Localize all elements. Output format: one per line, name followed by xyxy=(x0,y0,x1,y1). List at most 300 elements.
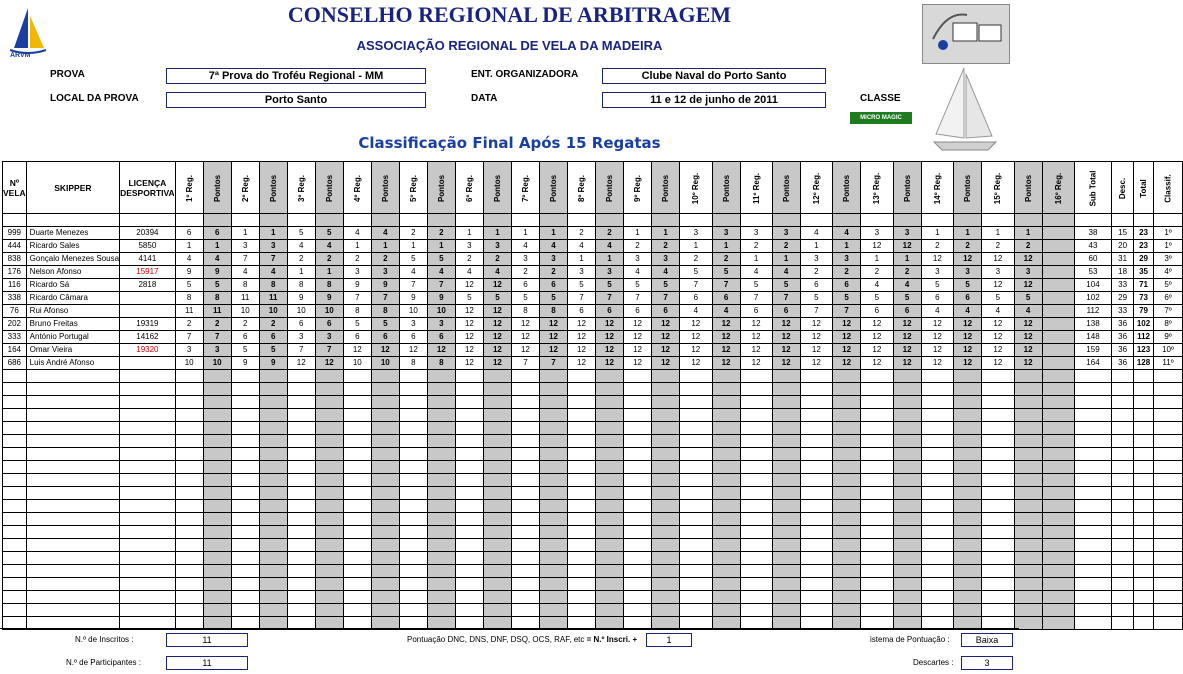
empty-cell xyxy=(120,500,176,513)
empty-cell xyxy=(175,513,203,526)
empty-cell xyxy=(954,552,982,565)
empty-cell xyxy=(399,500,427,513)
pontos-cell: 6 xyxy=(371,331,399,344)
col-header-pontos-4-text: Pontos xyxy=(380,174,390,202)
skipper-cell: Omar Vieira xyxy=(26,344,119,357)
vela-cell: 999 xyxy=(3,227,27,240)
total-cell: 128 xyxy=(1134,357,1154,370)
empty-cell xyxy=(483,422,511,435)
empty-cell xyxy=(712,435,740,448)
empty-cell xyxy=(1075,383,1112,396)
reg-cell: 12 xyxy=(921,357,953,370)
empty-cell xyxy=(287,578,315,591)
empty-cell xyxy=(511,487,539,500)
empty-cell xyxy=(427,604,455,617)
reg-cell: 5 xyxy=(982,292,1014,305)
vela-cell: 333 xyxy=(3,331,27,344)
reg-cell: 7 xyxy=(740,292,772,305)
pontos-cell: 5 xyxy=(652,279,680,292)
pontos-cell: 9 xyxy=(427,292,455,305)
empty-cell xyxy=(954,435,982,448)
reg-cell: 12 xyxy=(624,331,652,344)
empty-cell xyxy=(231,539,259,552)
empty-cell xyxy=(982,565,1014,578)
empty-cell xyxy=(287,422,315,435)
pontos-cell: 1 xyxy=(1014,227,1042,240)
empty-cell xyxy=(1075,409,1112,422)
empty-cell xyxy=(921,370,953,383)
empty-cell xyxy=(511,422,539,435)
reg-cell: 5 xyxy=(175,279,203,292)
reg-cell: 8 xyxy=(399,357,427,370)
col-header-reg-13-text: 13º Reg. xyxy=(872,172,882,204)
empty-cell xyxy=(539,474,567,487)
total-cell: 23 xyxy=(1134,227,1154,240)
empty-cell xyxy=(175,526,203,539)
subtotal-cell: 104 xyxy=(1075,279,1112,292)
empty-cell xyxy=(371,214,399,227)
empty-cell xyxy=(399,422,427,435)
ent-organizadora-field: Clube Naval do Porto Santo xyxy=(602,68,826,84)
empty-cell xyxy=(568,422,596,435)
empty-cell xyxy=(712,526,740,539)
reg-cell: 3 xyxy=(455,240,483,253)
col-header-total-text: Total xyxy=(1139,178,1149,198)
empty-cell xyxy=(680,513,712,526)
col-header-pontos-13-text: Pontos xyxy=(902,174,912,202)
empty-cell xyxy=(539,214,567,227)
empty-cell xyxy=(175,565,203,578)
reg-cell: 1 xyxy=(399,240,427,253)
reg-cell: 2 xyxy=(231,318,259,331)
empty-cell xyxy=(712,565,740,578)
empty-table-row xyxy=(3,578,1183,591)
empty-cell xyxy=(772,422,800,435)
empty-cell xyxy=(539,448,567,461)
empty-cell xyxy=(861,396,893,409)
empty-cell xyxy=(861,214,893,227)
empty-cell xyxy=(427,422,455,435)
empty-cell xyxy=(568,448,596,461)
empty-cell xyxy=(833,409,861,422)
empty-cell xyxy=(861,591,893,604)
empty-cell xyxy=(740,396,772,409)
reg16-cell xyxy=(1042,344,1074,357)
empty-cell xyxy=(175,474,203,487)
empty-cell xyxy=(1042,604,1074,617)
empty-table-row xyxy=(3,526,1183,539)
table-row xyxy=(3,305,1183,318)
empty-cell xyxy=(1153,539,1182,552)
empty-cell xyxy=(1134,617,1154,630)
empty-cell xyxy=(1111,409,1133,422)
pontos-cell: 3 xyxy=(652,253,680,266)
reg-cell: 4 xyxy=(680,305,712,318)
pontos-cell: 6 xyxy=(259,331,287,344)
pontos-cell: 5 xyxy=(259,344,287,357)
empty-cell xyxy=(595,565,623,578)
empty-cell xyxy=(652,396,680,409)
empty-cell xyxy=(343,370,371,383)
empty-cell xyxy=(483,396,511,409)
empty-cell xyxy=(595,396,623,409)
results-heading: Classificação Final Após 15 Regatas xyxy=(358,134,661,152)
reg-cell: 4 xyxy=(861,279,893,292)
empty-cell xyxy=(740,578,772,591)
empty-cell xyxy=(740,539,772,552)
pontos-cell: 3 xyxy=(427,318,455,331)
empty-table-row xyxy=(3,448,1183,461)
empty-cell xyxy=(259,578,287,591)
pontos-cell: 12 xyxy=(483,357,511,370)
empty-cell xyxy=(1075,422,1112,435)
pontos-cell: 12 xyxy=(712,318,740,331)
reg-cell: 3 xyxy=(680,227,712,240)
empty-cell xyxy=(1134,214,1154,227)
empty-cell xyxy=(568,526,596,539)
empty-cell xyxy=(1042,539,1074,552)
empty-cell xyxy=(921,448,953,461)
reg-cell: 2 xyxy=(624,240,652,253)
empty-cell xyxy=(3,552,27,565)
empty-cell xyxy=(833,604,861,617)
pontos-cell: 12 xyxy=(712,331,740,344)
participantes-field: 11 xyxy=(166,656,248,670)
reg-cell: 3 xyxy=(511,253,539,266)
reg16-cell xyxy=(1042,331,1074,344)
empty-cell xyxy=(1111,448,1133,461)
empty-cell xyxy=(3,435,27,448)
col-header-pontos-8-text: Pontos xyxy=(605,174,615,202)
reg-cell: 2 xyxy=(921,240,953,253)
col-header-pontos-6-text: Pontos xyxy=(492,174,502,202)
empty-cell xyxy=(511,448,539,461)
pontos-cell: 7 xyxy=(371,292,399,305)
col-header-vela xyxy=(3,162,27,214)
empty-table-row xyxy=(3,604,1183,617)
empty-cell xyxy=(315,591,343,604)
pontos-cell: 7 xyxy=(539,357,567,370)
empty-cell xyxy=(893,604,921,617)
empty-cell xyxy=(740,500,772,513)
pontos-cell: 1 xyxy=(371,240,399,253)
empty-cell xyxy=(624,591,652,604)
empty-cell xyxy=(26,461,119,474)
empty-cell xyxy=(315,409,343,422)
empty-cell xyxy=(680,578,712,591)
data-field: 11 e 12 de junho de 2011 xyxy=(602,92,826,108)
empty-cell xyxy=(982,448,1014,461)
reg-cell: 7 xyxy=(568,292,596,305)
empty-cell xyxy=(921,500,953,513)
pontos-cell: 7 xyxy=(595,292,623,305)
empty-cell xyxy=(1014,474,1042,487)
empty-cell xyxy=(203,448,231,461)
empty-table-row xyxy=(3,487,1183,500)
empty-cell xyxy=(772,383,800,396)
empty-table-row xyxy=(3,591,1183,604)
pontos-cell: 4 xyxy=(371,227,399,240)
empty-cell xyxy=(740,383,772,396)
pontos-cell: 1 xyxy=(833,240,861,253)
empty-cell xyxy=(26,370,119,383)
col-header-licenca xyxy=(120,162,176,214)
pontos-cell: 2 xyxy=(203,318,231,331)
empty-cell xyxy=(231,513,259,526)
empty-cell xyxy=(343,526,371,539)
empty-cell xyxy=(680,383,712,396)
col-header-pontos-2 xyxy=(259,162,287,214)
reg-cell: 1 xyxy=(982,227,1014,240)
pontos-cell: 8 xyxy=(539,305,567,318)
pontos-cell: 8 xyxy=(315,279,343,292)
empty-cell xyxy=(1075,526,1112,539)
empty-cell xyxy=(203,422,231,435)
empty-cell xyxy=(343,565,371,578)
empty-cell xyxy=(511,591,539,604)
empty-cell xyxy=(954,487,982,500)
reg-cell: 2 xyxy=(861,266,893,279)
empty-cell xyxy=(800,500,832,513)
empty-cell xyxy=(861,435,893,448)
empty-cell xyxy=(427,474,455,487)
empty-cell xyxy=(861,578,893,591)
empty-cell xyxy=(954,526,982,539)
empty-cell xyxy=(455,539,483,552)
subtotal-cell: 164 xyxy=(1075,357,1112,370)
empty-cell xyxy=(203,474,231,487)
col-header-reg-7-text: 7º Reg. xyxy=(520,174,530,202)
empty-cell xyxy=(568,409,596,422)
empty-cell xyxy=(712,448,740,461)
reg-cell: 12 xyxy=(861,344,893,357)
empty-cell xyxy=(921,539,953,552)
empty-cell xyxy=(568,539,596,552)
empty-cell xyxy=(624,370,652,383)
reg-cell: 3 xyxy=(399,318,427,331)
pontos-cell: 2 xyxy=(371,253,399,266)
empty-cell xyxy=(259,565,287,578)
empty-cell xyxy=(203,565,231,578)
empty-cell xyxy=(539,591,567,604)
empty-cell xyxy=(203,370,231,383)
empty-cell xyxy=(982,500,1014,513)
empty-cell xyxy=(772,487,800,500)
pontos-cell: 12 xyxy=(483,344,511,357)
empty-cell xyxy=(954,409,982,422)
empty-cell xyxy=(3,513,27,526)
empty-cell xyxy=(120,461,176,474)
empty-cell xyxy=(427,500,455,513)
classif-cell: 4º xyxy=(1153,266,1182,279)
empty-cell xyxy=(800,214,832,227)
empty-cell xyxy=(800,461,832,474)
empty-cell xyxy=(982,552,1014,565)
empty-cell xyxy=(1111,539,1133,552)
empty-cell xyxy=(259,487,287,500)
col-header-pontos-3-text: Pontos xyxy=(324,174,334,202)
reg-cell: 12 xyxy=(455,279,483,292)
empty-cell xyxy=(371,370,399,383)
col-header-skipper-text: SKIPPER xyxy=(54,182,92,193)
skipper-cell: Nelson Afonso xyxy=(26,266,119,279)
empty-cell xyxy=(315,461,343,474)
empty-cell xyxy=(26,474,119,487)
reg-cell: 10 xyxy=(175,357,203,370)
reg16-cell xyxy=(1042,240,1074,253)
empty-cell xyxy=(861,513,893,526)
empty-cell xyxy=(203,383,231,396)
empty-cell xyxy=(1134,461,1154,474)
empty-cell xyxy=(315,604,343,617)
desc-cell: 36 xyxy=(1111,344,1133,357)
empty-cell xyxy=(772,591,800,604)
total-cell: 112 xyxy=(1134,331,1154,344)
empty-cell xyxy=(712,604,740,617)
empty-cell xyxy=(1042,214,1074,227)
pontos-cell: 5 xyxy=(203,279,231,292)
reg-cell: 1 xyxy=(175,240,203,253)
reg-cell: 1 xyxy=(680,240,712,253)
reg-cell: 12 xyxy=(568,331,596,344)
empty-cell xyxy=(315,500,343,513)
empty-cell xyxy=(982,591,1014,604)
pontos-cell: 12 xyxy=(954,357,982,370)
empty-cell xyxy=(712,396,740,409)
empty-cell xyxy=(652,435,680,448)
table-body xyxy=(3,214,1183,630)
empty-cell xyxy=(455,526,483,539)
empty-cell xyxy=(680,409,712,422)
empty-cell xyxy=(595,214,623,227)
reg-cell: 3 xyxy=(175,344,203,357)
empty-cell xyxy=(287,591,315,604)
empty-cell xyxy=(455,435,483,448)
empty-table-row xyxy=(3,435,1183,448)
total-cell: 23 xyxy=(1134,240,1154,253)
empty-table-row xyxy=(3,409,1183,422)
empty-cell xyxy=(680,461,712,474)
empty-cell xyxy=(1111,435,1133,448)
empty-cell xyxy=(921,578,953,591)
empty-cell xyxy=(483,214,511,227)
total-cell: 79 xyxy=(1134,305,1154,318)
empty-cell xyxy=(315,474,343,487)
reg16-cell xyxy=(1042,292,1074,305)
empty-cell xyxy=(954,591,982,604)
pontos-cell: 3 xyxy=(203,344,231,357)
col-header-reg-9 xyxy=(624,162,652,214)
empty-cell xyxy=(1111,422,1133,435)
col-header-reg-16 xyxy=(1042,162,1074,214)
subtotal-cell: 43 xyxy=(1075,240,1112,253)
empty-cell xyxy=(595,461,623,474)
empty-cell xyxy=(483,526,511,539)
reg-cell: 8 xyxy=(287,279,315,292)
empty-cell xyxy=(921,396,953,409)
pontos-cell: 12 xyxy=(652,344,680,357)
empty-cell xyxy=(259,513,287,526)
col-header-pontos-15 xyxy=(1014,162,1042,214)
vela-cell: 116 xyxy=(3,279,27,292)
empty-cell xyxy=(624,214,652,227)
empty-cell xyxy=(595,578,623,591)
empty-cell xyxy=(1014,370,1042,383)
empty-cell xyxy=(1134,591,1154,604)
pontos-cell: 4 xyxy=(315,240,343,253)
empty-cell xyxy=(772,565,800,578)
reg-cell: 3 xyxy=(921,266,953,279)
pontos-cell: 1 xyxy=(712,240,740,253)
classif-cell: 9º xyxy=(1153,331,1182,344)
classif-cell: 6º xyxy=(1153,292,1182,305)
pontos-cell: 12 xyxy=(954,344,982,357)
empty-cell xyxy=(120,474,176,487)
empty-cell xyxy=(893,409,921,422)
reg16-cell xyxy=(1042,253,1074,266)
empty-cell xyxy=(427,448,455,461)
empty-cell xyxy=(455,578,483,591)
empty-cell xyxy=(315,526,343,539)
empty-cell xyxy=(539,526,567,539)
empty-cell xyxy=(539,461,567,474)
empty-cell xyxy=(833,500,861,513)
pontos-cell: 8 xyxy=(371,305,399,318)
empty-cell xyxy=(1075,591,1112,604)
empty-cell xyxy=(1075,500,1112,513)
empty-cell xyxy=(1153,422,1182,435)
col-header-pontos-9 xyxy=(652,162,680,214)
empty-cell xyxy=(954,578,982,591)
data-label: DATA xyxy=(471,93,498,104)
empty-cell xyxy=(652,500,680,513)
empty-cell xyxy=(231,500,259,513)
empty-cell xyxy=(712,461,740,474)
reg-cell: 12 xyxy=(861,357,893,370)
reg-cell: 12 xyxy=(399,344,427,357)
empty-cell xyxy=(568,565,596,578)
empty-cell xyxy=(203,539,231,552)
col-header-pontos-4 xyxy=(371,162,399,214)
empty-cell xyxy=(1111,591,1133,604)
empty-cell xyxy=(399,448,427,461)
pontos-cell: 5 xyxy=(483,292,511,305)
empty-cell xyxy=(1042,565,1074,578)
empty-cell xyxy=(595,474,623,487)
total-cell: 29 xyxy=(1134,253,1154,266)
empty-cell xyxy=(1014,526,1042,539)
vela-cell: 838 xyxy=(3,253,27,266)
pontos-cell: 2 xyxy=(483,253,511,266)
empty-cell xyxy=(740,552,772,565)
col-header-pontos-14-text: Pontos xyxy=(963,174,973,202)
empty-cell xyxy=(455,513,483,526)
empty-cell xyxy=(483,500,511,513)
empty-cell xyxy=(120,409,176,422)
empty-cell xyxy=(371,604,399,617)
empty-cell xyxy=(427,396,455,409)
reg-cell: 8 xyxy=(231,279,259,292)
empty-cell xyxy=(921,487,953,500)
pontos-cell: 4 xyxy=(893,279,921,292)
reg-cell: 12 xyxy=(982,344,1014,357)
subtotal-cell: 60 xyxy=(1075,253,1112,266)
reg-cell: 3 xyxy=(624,253,652,266)
empty-table-row xyxy=(3,500,1183,513)
empty-cell xyxy=(371,435,399,448)
reg-cell: 12 xyxy=(982,318,1014,331)
empty-cell xyxy=(1111,396,1133,409)
